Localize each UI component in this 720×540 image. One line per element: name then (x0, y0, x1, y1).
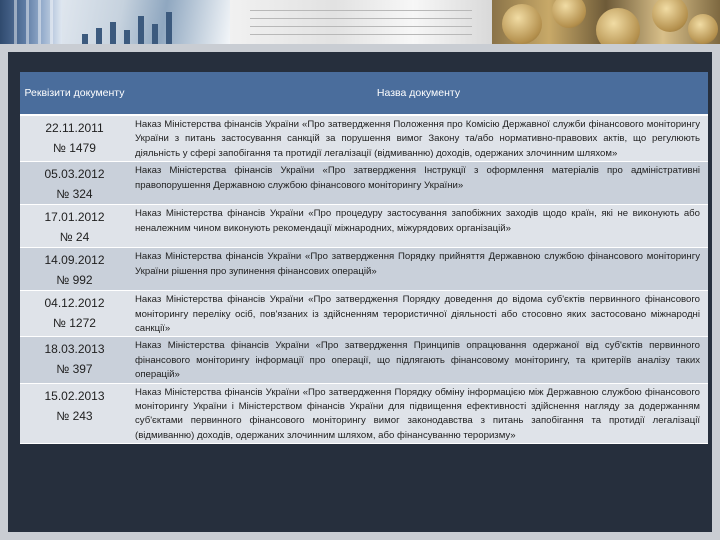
document-number: № 243 (56, 408, 93, 423)
table-header-row (20, 72, 708, 115)
document-requisites (20, 337, 129, 383)
document-date: 17.01.2012 (44, 210, 105, 225)
document-date: 22.11.2011 (45, 121, 104, 135)
document-number: № 397 (56, 362, 93, 377)
document-date: 04.12.2012 (44, 296, 105, 311)
document-number: № 1479 (53, 141, 96, 155)
document-number: № 24 (59, 230, 90, 245)
banner-chart-image (62, 0, 230, 44)
document-title: Наказ Міністерства фінансів України «Про затвердження Положення про Комісію Державної служби фінансового моніторингу України з питань застосування санкцій за порушення вимог Закону та/або нормативно-правових актів, що регулюють діяльність у сфері запобігання та протидії легалізації (відмиванню) доходів, одержаних злочинним шляхом» (129, 115, 708, 162)
document-number: № 324 (56, 187, 93, 202)
header-requisites: Реквізити документу (20, 72, 129, 115)
document-title: Наказ Міністерства фінансів України «Про затвердження Порядку обміну інформацією між Державною службою фінансового моніторингу України і Міністерством фінансів України для підвищення ефективності здійснення нагляду за додержанням суб'єктами первинного фінансового моніторингу вимог законодавства з питань запобігання та протидії легалізації (відмиванню) доходів, одержаних злочинним шляхом, або фінансуванню тероризму» (129, 383, 708, 444)
document-title: Наказ Міністерства фінансів України «Про затвердження Інструкції з оформлення матеріалів про адміністративні правопорушення Державною службою фінансового моніторингу України» (129, 162, 708, 205)
banner-skyscraper-image (0, 0, 62, 44)
document-requisites (20, 291, 129, 337)
banner-coins-image (492, 0, 720, 44)
header-banner (0, 0, 720, 44)
table-row (20, 337, 708, 383)
table-row (20, 115, 708, 162)
document-date: 15.02.2013 (44, 388, 105, 403)
banner-documents-image (230, 0, 492, 44)
document-date: 14.09.2012 (44, 253, 105, 268)
document-requisites (20, 383, 129, 444)
table-row (20, 205, 708, 248)
document-number: № 1272 (53, 316, 96, 331)
table-row (20, 383, 708, 444)
table-row (20, 248, 708, 291)
document-date: 05.03.2012 (44, 167, 105, 182)
header-document-title: Назва документу (129, 72, 708, 115)
document-title: Наказ Міністерства фінансів України «Про процедуру застосування запобіжних заходів щодо країн, які не виконують або неналежним чином виконують рекомендації міжнародних, міжурядових організацій» (129, 205, 708, 248)
document-requisites (20, 115, 129, 162)
table-row (20, 291, 708, 337)
document-requisites (20, 162, 129, 205)
document-date: 18.03.2013 (44, 342, 105, 357)
document-requisites (20, 248, 129, 291)
documents-table (20, 72, 708, 444)
document-title: Наказ Міністерства фінансів України «Про затвердження Принципів опрацювання одержаної від суб'єктів первинного фінансового моніторингу інформації про операції, що підлягають фінансовому моніторингу, та критеріїв аналізу таких операцій» (129, 337, 708, 383)
document-number: № 992 (56, 273, 93, 288)
document-title: Наказ Міністерства фінансів України «Про затвердження Порядку прийняття Державною службою фінансового моніторингу України рішення про зупинення фінансових операцій» (129, 248, 708, 291)
document-requisites (20, 205, 129, 248)
table-row (20, 162, 708, 205)
document-title: Наказ Міністерства фінансів України «Про затвердження Порядку доведення до відома суб'єктів первинного фінансового моніторингу переліку осіб, пов'язаних із здійсненням терористичної діяльності або стосовно яких застосовано міжнародні санкції» (129, 291, 708, 337)
